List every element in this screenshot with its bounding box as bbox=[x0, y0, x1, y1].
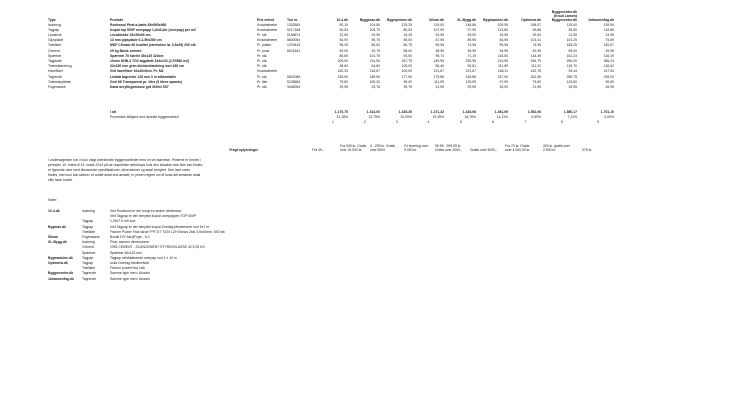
note-text: Spærtræ 45x120 mm bbox=[110, 250, 143, 255]
table-cell: 119,00 bbox=[566, 22, 577, 27]
table-cell: 93,50 bbox=[403, 53, 412, 58]
table-cell: 24,25 bbox=[403, 32, 412, 37]
table-cell: 29,76 bbox=[371, 84, 380, 89]
table-cell: 85,69 bbox=[339, 53, 348, 58]
note-text: Bostik DIY AkrylFuge - 6,0 bbox=[110, 235, 150, 239]
summary-value: 6 bbox=[492, 120, 494, 125]
table-cell: 103,80 bbox=[566, 79, 577, 84]
note-text: Samme type men i Aluzink bbox=[110, 271, 150, 276]
summary-value: 9,69% bbox=[531, 115, 541, 120]
table-cell: 67,95 bbox=[435, 38, 444, 43]
summary-value: 1.416,06 bbox=[462, 110, 476, 114]
note-category: Tagrende bbox=[82, 276, 97, 281]
column-header: Tun nr. bbox=[287, 18, 299, 22]
table-cell: 90,81 bbox=[467, 64, 476, 69]
summary-value: 1.170,75 bbox=[334, 110, 348, 114]
column-header: 10-4.dk bbox=[336, 18, 348, 22]
table-cell: 1332584 bbox=[287, 22, 301, 27]
note-text: Tagpap selvklæbende overpap sort 1 x 10 m bbox=[110, 255, 177, 260]
note-shop: Johannesfog.dk bbox=[48, 276, 74, 281]
column-header: XL-Bygg.dk bbox=[457, 18, 476, 22]
freight-cell: over 5000 bbox=[370, 148, 386, 152]
intro-line: perioden 10. marts til 14. marts 2014 på de respektive webshops hvis den eksakte vare ikke kan findes, bbox=[48, 163, 204, 167]
table-cell: Pr. stk. bbox=[257, 64, 268, 69]
table-cell: Træbeskyttelse bbox=[48, 79, 72, 84]
table-cell: 155,00 bbox=[337, 74, 348, 79]
column-header: Byggmax.dk bbox=[359, 18, 380, 22]
table-cell: 39,95 bbox=[467, 48, 476, 53]
table-cell: 134,39 bbox=[530, 53, 541, 58]
note-category: Cement bbox=[82, 245, 94, 250]
table-cell: 147,54 bbox=[603, 69, 614, 74]
table-cell: 5228686 bbox=[287, 79, 301, 84]
table-cell: 249,95 bbox=[433, 58, 444, 63]
table-cell: 8021463 bbox=[287, 48, 301, 53]
summary-value: 1.325,35 bbox=[398, 110, 412, 114]
summary-value: 3 bbox=[396, 120, 398, 125]
table-cell: 111,99 bbox=[434, 79, 444, 84]
table-cell: 136,62 bbox=[603, 64, 614, 69]
table-cell: Trælister bbox=[48, 43, 62, 48]
table-cell: 54,95 bbox=[499, 48, 508, 53]
summary-value: 7 bbox=[524, 120, 527, 125]
note-shop: XL-Bygg.dk bbox=[48, 240, 67, 245]
table-cell: 71,19 bbox=[467, 53, 476, 58]
table-cell: Lecablok bbox=[48, 32, 62, 37]
table-cell: Kvadratmeter bbox=[257, 22, 278, 27]
table-cell: 161,23 bbox=[566, 53, 577, 58]
table-cell: Kvadratmeter bbox=[257, 69, 278, 74]
table-cell: 111,02 bbox=[531, 64, 541, 69]
table-cell: 33,00 bbox=[499, 84, 508, 89]
table-cell: 158,07 bbox=[530, 22, 541, 27]
table-cell: 95,25 bbox=[339, 43, 348, 48]
table-cell: Gori 66 Transparent pr. 1ltrs (5 liters spande) bbox=[110, 79, 183, 84]
summary-label: Procentvis billigere end dyreste byggemarked bbox=[110, 115, 179, 120]
intro-line: I undersøgelsen har vi kun valgt anerkendte byggemarkeder med en vis størrelse. Priserne er hentet i bbox=[48, 158, 201, 162]
table-cell: 89,95 bbox=[467, 38, 476, 43]
summary-label: I alt bbox=[110, 110, 116, 114]
table-cell: 105,00 bbox=[401, 64, 412, 69]
table-cell: 21,50 bbox=[568, 32, 577, 37]
table-cell: 23,95 bbox=[605, 32, 614, 37]
table-cell: Cement bbox=[48, 48, 60, 53]
note-text: Ved Tagpap er der benyttet Icopal overpappen TOP 500P bbox=[110, 214, 197, 219]
summary-value: 22,75% bbox=[368, 115, 380, 120]
note-category: Tagrende bbox=[82, 271, 97, 276]
summary-value: 1.461,09 bbox=[494, 110, 508, 114]
summary-value: 1.580,17 bbox=[563, 110, 577, 114]
table-cell: Spærtræ bbox=[48, 53, 62, 58]
table-cell: 49,95 bbox=[605, 48, 614, 53]
freight-cell: over 10.000 kr. bbox=[340, 148, 363, 152]
table-cell: 101,41 bbox=[530, 38, 541, 43]
note-text: Fischer Power Fast skrue FPF-ST TX20 LZH Bonus 2stk 3,5x40mm, 500 stk bbox=[110, 229, 225, 234]
table-cell: 116,19 bbox=[603, 53, 614, 58]
table-cell: 29,95 bbox=[339, 84, 348, 89]
table-cell: 221,67 bbox=[465, 69, 476, 74]
note-category: Spærtræ bbox=[82, 250, 96, 255]
freight-cell: 0 - 299 kr. Gratis bbox=[370, 144, 396, 148]
table-cell: 69,00 bbox=[403, 38, 412, 43]
table-cell: 74,95 bbox=[532, 43, 541, 48]
table-cell: 115,50 bbox=[497, 53, 508, 58]
freight-cell: Fra 49,- bbox=[312, 148, 324, 152]
column-header: Bygmaskine.dk bbox=[483, 18, 508, 22]
note-shop: Bygmax.dk bbox=[48, 224, 67, 229]
table-cell: 177,50 bbox=[401, 74, 412, 79]
table-cell: 189,50 bbox=[369, 74, 380, 79]
column-header: Bygmjemme.dk bbox=[386, 18, 412, 22]
column-header: Optimera.dk bbox=[521, 18, 541, 22]
table-cell: 183,25 bbox=[566, 43, 577, 48]
table-cell: 209,00 bbox=[337, 58, 348, 63]
table-cell: 179,85 bbox=[433, 74, 444, 79]
freight-cell: Gratis over 5000,- bbox=[470, 148, 498, 152]
summary-value: 1.314,00 bbox=[366, 110, 380, 114]
note-category: Tagpap bbox=[82, 261, 94, 265]
table-cell: Kvadratmeter bbox=[257, 27, 278, 32]
table-cell: 59,75 bbox=[371, 38, 380, 43]
column-header: Silvan.dk bbox=[429, 18, 444, 22]
column-header: Type bbox=[48, 18, 56, 22]
column-header: Produkt bbox=[110, 18, 123, 22]
table-cell: 267,75 bbox=[401, 58, 412, 63]
freight-cell: 59,95 - 299,95 kr. bbox=[435, 144, 462, 148]
table-cell: 48,95 bbox=[435, 48, 444, 53]
note-shop: Byggecenter.dk bbox=[48, 271, 74, 276]
table-cell: 95,74 bbox=[435, 53, 444, 58]
summary-value: 22,09% bbox=[400, 115, 412, 120]
table-cell: 166,11 bbox=[497, 69, 508, 74]
table-cell: Pr. liter bbox=[257, 79, 268, 84]
summary-value: 9 bbox=[597, 120, 599, 125]
summary-value: 14,11% bbox=[496, 115, 508, 120]
header-extra-title: Byggecenter.dk bbox=[551, 10, 577, 14]
table-cell: Tagpap bbox=[48, 27, 60, 32]
table-cell: 26,95 bbox=[605, 84, 614, 89]
table-cell: Spærtræ 75 høvlet 45x145 420cm bbox=[110, 53, 164, 58]
table-cell: 59,00 bbox=[568, 48, 577, 53]
summary-value: 1 bbox=[332, 120, 334, 125]
table-cell: 58,00 bbox=[403, 48, 412, 53]
freight-cell: Fra 79 kr. Gratis bbox=[505, 144, 530, 148]
table-cell: 247,00 bbox=[497, 74, 508, 79]
table-cell: 289,75 bbox=[566, 74, 577, 79]
table-cell: 25 kg Basis cement bbox=[110, 48, 142, 53]
freight-label: Fragt oplysninger bbox=[229, 148, 258, 152]
summary-value: 8 bbox=[561, 120, 563, 125]
note-category: Isolering bbox=[82, 240, 95, 245]
table-cell: Fugemasse bbox=[48, 84, 66, 89]
table-cell: 99,86 bbox=[532, 27, 541, 32]
table-cell: 95,80 bbox=[568, 27, 577, 32]
table-cell: Pr. pakke bbox=[257, 43, 272, 48]
table-cell: 33,95 bbox=[568, 84, 577, 89]
table-cell: 80,53 bbox=[403, 27, 412, 32]
table-cell: 32x150 mm gran klinkbeklædning sort 480 cm bbox=[110, 64, 185, 69]
table-cell: Pr. stk. bbox=[257, 32, 268, 37]
table-cell: 29,95 bbox=[467, 84, 476, 89]
table-cell: 356,24 bbox=[603, 58, 614, 63]
summary-value: 5 bbox=[460, 120, 462, 125]
table-cell: 111,89 bbox=[498, 64, 508, 69]
column-header: Byggecenter.dk bbox=[551, 18, 577, 22]
table-cell: Træbeklædning bbox=[48, 64, 72, 69]
summary-value: 16,76% bbox=[464, 115, 476, 120]
summary-value: 1.552,06 bbox=[527, 110, 541, 114]
table-cell: 59,95 bbox=[435, 43, 444, 48]
note-text: Samme type men i Aluzink bbox=[110, 276, 150, 281]
freight-cell: Gratis over 2000,- bbox=[435, 148, 463, 152]
table-cell: 99,00 bbox=[403, 79, 412, 84]
note-text: 1,00x7,5 mtr sort bbox=[110, 219, 136, 224]
note-text: Fischer powerFast 1stk bbox=[110, 266, 146, 271]
table-cell: 52,00 bbox=[339, 48, 348, 53]
table-cell: 64,60 bbox=[371, 64, 380, 69]
table-cell: 20,95 bbox=[371, 32, 380, 37]
table-cell: 129,25 bbox=[401, 22, 412, 27]
table-cell: 162,33 bbox=[337, 69, 348, 74]
table-cell: 100,00 bbox=[401, 69, 412, 74]
table-cell: 3446054 bbox=[287, 84, 301, 89]
table-cell: 101,25 bbox=[566, 38, 577, 43]
freight-cell: over 4.000,00 kr. bbox=[505, 148, 531, 152]
summary-value: 7,11% bbox=[567, 115, 577, 120]
summary-value: 4 bbox=[427, 120, 430, 125]
table-cell: 105,70 bbox=[369, 27, 380, 32]
note-text: Pirat, samme dimensioner bbox=[110, 240, 150, 245]
table-cell: 146,86 bbox=[465, 22, 476, 27]
table-cell: 49,75 bbox=[371, 48, 380, 53]
intro-line: findes, men kun kan købes i et andet antal end ønsket, er prisen regnet om til hvad det ønskede antal bbox=[48, 173, 201, 177]
table-cell: 239,95 bbox=[465, 58, 476, 63]
table-cell: 5217168 bbox=[287, 27, 301, 32]
table-cell: Tagplade bbox=[48, 58, 62, 63]
table-cell: 54,00 bbox=[339, 38, 348, 43]
summary-value: 1.371,32 bbox=[430, 110, 444, 114]
note-text: Ved Tagpap er der benyttet Icopal Overlag Medlemmer sort 5x7 m bbox=[110, 224, 210, 229]
freight-cell: 5.000 kr. bbox=[404, 148, 418, 152]
table-cell: 119,80 bbox=[603, 27, 614, 32]
table-cell: Rockwool Pirat a-batts 45x565x960 bbox=[110, 22, 167, 27]
note-shop: Optimera.dk bbox=[48, 261, 68, 265]
table-cell: 1376443 bbox=[287, 43, 301, 48]
table-cell: 79,80 bbox=[532, 79, 541, 84]
table-cell: 21,95 bbox=[435, 84, 444, 89]
table-cell: 159,20 bbox=[369, 79, 380, 84]
table-cell: 214,95 bbox=[497, 58, 508, 63]
table-cell: 64,95 bbox=[499, 38, 508, 43]
table-cell: 75,69 bbox=[605, 38, 614, 43]
note-category: Trælister bbox=[82, 266, 96, 271]
notes-heading: Noter: bbox=[48, 198, 58, 202]
table-cell: 39,75 bbox=[403, 84, 412, 89]
table-cell: Icopal top 900P overpapp 1,3m3,0m (overpap) per m2 bbox=[110, 27, 196, 32]
table-cell: 5600054 bbox=[287, 38, 301, 43]
note-text: Ved Rockwool er der brugt en anden dimension bbox=[110, 209, 182, 213]
table-cell: Pr. stk. bbox=[257, 74, 268, 79]
column-header: Pris enhed bbox=[257, 18, 275, 22]
table-cell: Dana acrylfugemasse grå 300ml S57 bbox=[110, 84, 169, 89]
table-cell: Tagrende bbox=[48, 74, 63, 79]
table-cell: 119,70 bbox=[566, 64, 577, 69]
note-category: Tagpap bbox=[82, 255, 94, 260]
table-cell: 129,99 bbox=[465, 79, 476, 84]
table-cell: 107,99 bbox=[433, 27, 444, 32]
table-cell: Pr. stk. bbox=[257, 58, 268, 63]
intro-line: ville have kostet. bbox=[48, 178, 74, 182]
table-cell: 29,95 bbox=[435, 32, 444, 37]
table-cell: 80,75 bbox=[403, 43, 412, 48]
table-cell: 116,67 bbox=[369, 69, 380, 74]
table-cell: 261,95 bbox=[530, 74, 541, 79]
table-cell: 149,85 bbox=[465, 74, 476, 79]
table-cell: 29,00 bbox=[532, 32, 541, 37]
table-cell: Gipsplade bbox=[48, 38, 64, 43]
table-cell: Kvadratmeter bbox=[257, 38, 278, 43]
summary-value: 31,18% bbox=[336, 115, 348, 120]
table-cell: 25,00 bbox=[467, 32, 476, 37]
note-shop: Silvan bbox=[48, 235, 58, 239]
freight-cell: Fri levering over bbox=[404, 144, 429, 148]
table-cell: 90,10 bbox=[339, 22, 348, 27]
table-cell: 79,80 bbox=[339, 79, 348, 84]
table-cell: 113,80 bbox=[497, 27, 508, 32]
note-shop: 10-4.dk bbox=[48, 209, 60, 213]
table-cell: 104,50 bbox=[369, 22, 380, 27]
table-cell: Pr. pose bbox=[257, 48, 270, 53]
table-cell: 99,95 bbox=[499, 43, 508, 48]
table-cell: 90,53 bbox=[339, 27, 348, 32]
table-cell: Pr. stk. bbox=[257, 84, 268, 89]
table-cell: 56,46 bbox=[435, 64, 444, 69]
table-cell: 121,67 bbox=[433, 69, 444, 74]
column-header: Johannesfog.dk bbox=[588, 18, 614, 22]
table-cell: 33,95 bbox=[499, 32, 508, 37]
table-cell: Havefliser bbox=[48, 69, 64, 74]
table-cell: 139,94 bbox=[603, 22, 614, 27]
table-cell: 250,00 bbox=[566, 58, 577, 63]
table-cell: 38,60 bbox=[339, 64, 348, 69]
summary-value: 19,39% bbox=[432, 115, 444, 120]
freight-cell: Fra 349 kr. Gratis bbox=[340, 144, 367, 148]
header-extra-sub: (Knud Larsen) bbox=[554, 14, 577, 18]
freight-cell: 2.500 kr. bbox=[543, 148, 557, 152]
table-cell: 109,95 bbox=[497, 22, 508, 27]
note-category: Tagpap bbox=[82, 219, 94, 224]
summary-value: 2 bbox=[364, 120, 366, 125]
table-cell: 94,44 bbox=[568, 69, 577, 74]
note-category: Trælister bbox=[82, 229, 96, 234]
table-cell: 5802085 bbox=[287, 74, 301, 79]
table-cell: 152,78 bbox=[530, 69, 541, 74]
table-cell: 99,80 bbox=[605, 79, 614, 84]
table-cell: Grå havefliser 40x40x5cm. Pr. M2 bbox=[110, 69, 164, 74]
table-cell: Lecablokke 19x39x09 cm. bbox=[110, 32, 152, 37]
note-text: Icola Overlag Medlemklok bbox=[110, 261, 150, 265]
table-cell: 52,95 bbox=[532, 48, 541, 53]
table-cell: 97,99 bbox=[499, 79, 508, 84]
freight-cell: 300 kr. gratis over bbox=[543, 144, 570, 148]
table-cell: 119,00 bbox=[433, 22, 444, 27]
summary-value: 0,00% bbox=[604, 115, 614, 120]
table-cell: Isolering bbox=[48, 22, 61, 27]
intro-line: er lignende vare med tilsvarende specifikationer, dimensioner og antal benyttet. Den lave varer bbox=[48, 168, 190, 172]
note-category: Fugemasse bbox=[82, 235, 100, 239]
table-cell: 264,79 bbox=[530, 58, 541, 63]
table-cell: Lindab tagrende 125 mm 3 m stålmetallic bbox=[110, 74, 177, 79]
table-cell: 239,00 bbox=[603, 74, 614, 79]
table-cell: 182,67 bbox=[603, 43, 614, 48]
table-cell: MDF Climate 60 kvalitet (stereoline lø. 0,5x35) 200 stk bbox=[110, 43, 196, 48]
table-cell: 21,95 bbox=[532, 84, 541, 89]
note-shop: Bygmaskine.dk bbox=[48, 255, 73, 260]
summary-value: 1.701,10 bbox=[600, 110, 614, 114]
table-cell: 214,50 bbox=[369, 58, 380, 63]
note-category: Tagpap bbox=[82, 224, 94, 229]
table-cell: 101,75 bbox=[369, 53, 380, 58]
table-cell: 55,62 bbox=[371, 43, 380, 48]
table-cell: 22,50 bbox=[339, 32, 348, 37]
table-cell: 0156874 bbox=[287, 32, 301, 37]
table-cell: 10mm DNB-3 TG2 tagplade 244x123 (2,97688 m2) bbox=[110, 58, 189, 63]
table-cell: 13 mm gipsplade 0-1-90x260 cm bbox=[110, 38, 162, 43]
table-cell: 97,99 bbox=[467, 27, 476, 32]
note-category: Isolering bbox=[82, 209, 95, 213]
table-cell: 74,95 bbox=[467, 43, 476, 48]
freight-cell: 375 kr. bbox=[582, 148, 593, 152]
note-text: GRÅ CEMENT - SCANCEMENT STYRKEKLASSE 42,5 25 KG bbox=[110, 245, 206, 250]
table-cell: Pr. stk. bbox=[257, 53, 268, 58]
